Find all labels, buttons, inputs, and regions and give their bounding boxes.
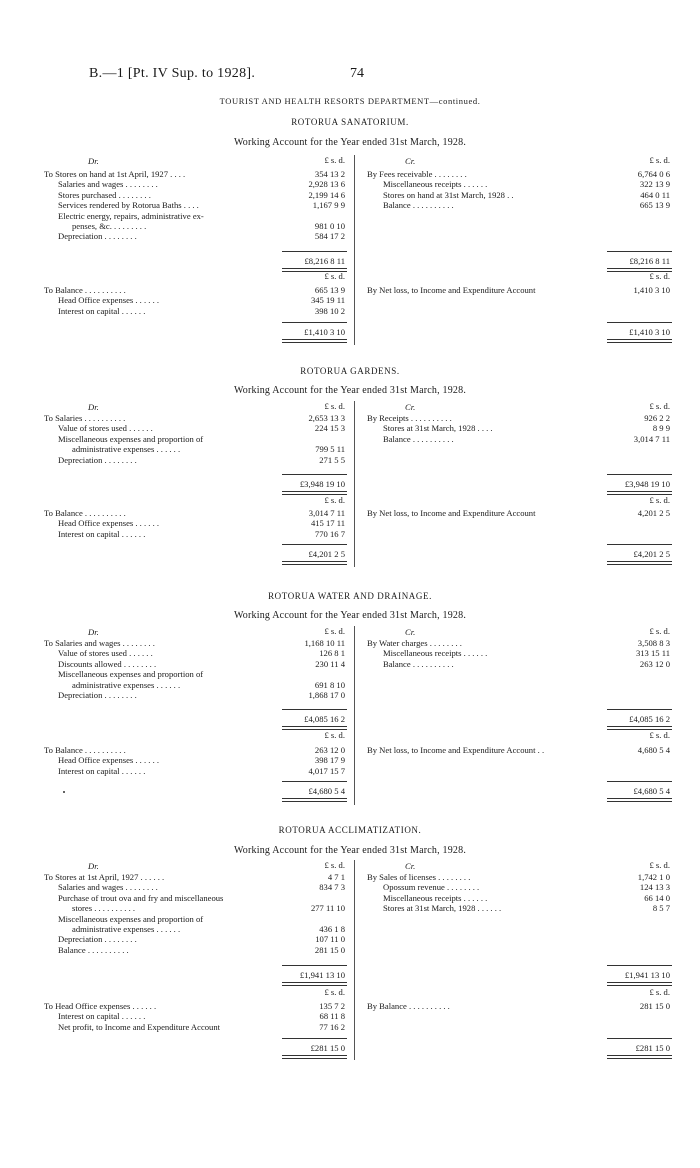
print-mark (63, 791, 65, 793)
total-double-rule (607, 982, 672, 986)
debit-entry-amount: 1,167 9 9 (312, 200, 345, 211)
currency-header-right: £ s. d. (649, 987, 670, 997)
debit-entry-amount: 126 8 1 (319, 648, 345, 659)
credit-entry-text: By Sales of licenses . . . . . . . . (367, 872, 471, 882)
debit-label: Dr. (88, 156, 99, 166)
debit-entry-amount: 2,199 14 6 (308, 189, 345, 200)
debit-entry-amount: 665 13 9 (314, 285, 345, 295)
debit-entry-amount: 1,868 17 0 (308, 690, 345, 700)
credit-entry-amount: 3,508 8 3 (637, 638, 670, 648)
credit-entry-amount: 4,201 2 5 (637, 508, 670, 518)
debit-entry-text: Balance . . . . . . . . . . (58, 944, 129, 955)
total-rule (607, 322, 672, 323)
debit-total: £8,216 8 11 (304, 256, 345, 266)
column-divider (354, 155, 355, 345)
total-double-rule (282, 982, 347, 986)
total-rule (282, 709, 347, 710)
debit-label: Dr. (88, 402, 99, 412)
credit-entry-text: Stores on hand at 31st March, 1928 . . (383, 189, 514, 200)
currency-header-left: £ s. d. (324, 155, 345, 165)
credit-label: Cr. (405, 156, 416, 166)
debit-entry-amount: 4 7 1 (327, 872, 345, 882)
credit-entry-amount: 263 12 0 (639, 658, 670, 669)
currency-header-right: £ s. d. (649, 626, 670, 636)
credit-entry-amount: 313 15 11 (635, 648, 670, 659)
debit-total: £1,941 13 10 (299, 970, 345, 980)
credit-entry-amount: 464 0 11 (640, 189, 670, 200)
debit-entry-text: Depreciation . . . . . . . . (58, 934, 137, 945)
section-title: ROTORUA SANATORIUM. (291, 117, 409, 127)
credit-entry-amount: 124 13 3 (639, 882, 670, 893)
credit-entry-text: By Fees receivable . . . . . . . . (367, 169, 467, 179)
section-title: ROTORUA GARDENS. (300, 366, 400, 376)
debit-entry-text: Interest on capital . . . . . . (58, 528, 146, 539)
debit-entry-text: penses, &c. . . . . . . . . (72, 221, 147, 231)
credit-entry-amount: 322 13 9 (639, 179, 670, 190)
currency-header-right: £ s. d. (649, 495, 670, 505)
section-subtitle: Working Account for the Year ended 31st March, 1928. (233, 610, 467, 621)
debit-entry-text: Value of stores used . . . . . . (58, 423, 153, 434)
debit-entry-text: Miscellaneous expenses and proportion of (58, 913, 204, 924)
debit-label: Dr. (88, 861, 99, 871)
debit-entry-text: To Salaries . . . . . . . . . . (44, 413, 126, 423)
debit-entry-text: To Balance . . . . . . . . . . (44, 285, 126, 295)
debit-entry-text: To Salaries and wages . . . . . . . . (44, 638, 155, 648)
currency-header-right: £ s. d. (649, 730, 670, 740)
credit-entry-text: By Net loss, to Income and Expenditure Account (367, 285, 536, 295)
debit-entry-text: Discounts allowed . . . . . . . . (58, 658, 157, 669)
debit-entry-text: To Head Office expenses . . . . . . (44, 1001, 157, 1011)
total-double-rule (282, 798, 347, 802)
debit-entry-text: Purchase of trout ova and fry and miscellaneous (58, 892, 224, 903)
credit-entry-text: Opossum revenue . . . . . . . . (383, 882, 480, 893)
debit-entry-amount: 281 15 0 (314, 944, 345, 955)
credit-entry-text: Balance . . . . . . . . . . (383, 433, 454, 444)
debit-entry-amount: 3,014 7 11 (308, 508, 345, 518)
debit-entry-text: Electric energy, repairs, administrative ex- (58, 210, 204, 221)
debit-entry-text: Interest on capital . . . . . . (58, 765, 146, 776)
debit-entry-amount: 799 5 11 (315, 444, 345, 455)
debit-subtotal: £1,410 3 10 (304, 327, 345, 337)
currency-header-left: £ s. d. (324, 271, 345, 281)
credit-entry-amount: 8 5 7 (652, 903, 670, 914)
credit-label: Cr. (405, 627, 416, 637)
section-subtitle: Working Account for the Year ended 31st March, 1928. (233, 385, 467, 396)
page-number: 74 (350, 66, 364, 81)
credit-entry-amount: 4,680 5 4 (637, 745, 670, 755)
debit-entry-text: Miscellaneous expenses and proportion of (58, 433, 204, 444)
credit-entry-text: By Balance . . . . . . . . . . (367, 1001, 450, 1011)
credit-subtotal: £4,680 5 4 (633, 786, 670, 796)
credit-total: £3,948 19 10 (624, 479, 670, 489)
debit-entry-amount: 107 11 0 (315, 934, 345, 945)
debit-entry-amount: 398 17 9 (314, 755, 345, 766)
total-rule (607, 709, 672, 710)
column-divider (354, 626, 355, 805)
total-double-rule (282, 1055, 347, 1059)
debit-entry-amount: 230 11 4 (315, 658, 345, 669)
debit-entry-text: administrative expenses . . . . . . (72, 924, 181, 934)
column-divider (354, 401, 355, 567)
section-title: ROTORUA ACCLIMATIZATION. (278, 825, 422, 835)
debit-entry-amount: 398 10 2 (314, 305, 345, 316)
debit-entry-text: administrative expenses . . . . . . (72, 679, 181, 690)
total-rule (607, 544, 672, 545)
total-rule (282, 322, 347, 323)
section-title: ROTORUA WATER AND DRAINAGE. (268, 591, 432, 601)
total-rule (282, 251, 347, 252)
credit-entry-amount: 281 15 0 (639, 1001, 670, 1011)
debit-entry-text: Depreciation . . . . . . . . (58, 454, 137, 465)
debit-entry-text: Value of stores used . . . . . . (58, 648, 153, 659)
debit-entry-amount: 68 11 8 (319, 1011, 345, 1022)
debit-entry-amount: 77 16 2 (319, 1021, 345, 1032)
credit-entry-text: Miscellaneous receipts . . . . . . (383, 179, 488, 190)
debit-entry-text: Depreciation . . . . . . . . (58, 690, 137, 700)
section-subtitle: Working Account for the Year ended 31st March, 1928. (233, 137, 467, 148)
debit-entry-amount: 4,017 15 7 (308, 765, 345, 776)
credit-entry-amount: 665 13 9 (639, 200, 670, 211)
currency-header-left: £ s. d. (324, 987, 345, 997)
currency-header-left: £ s. d. (324, 860, 345, 870)
credit-label: Cr. (405, 861, 416, 871)
debit-entry-text: Services rendered by Rotorua Baths . . . . (58, 200, 199, 211)
total-rule (607, 474, 672, 475)
debit-entry-amount: 2,653 13 3 (308, 413, 345, 423)
credit-entry-text: By Net loss, to Income and Expenditure Account . . (367, 745, 545, 755)
debit-total: £3,948 19 10 (299, 479, 345, 489)
total-rule (282, 781, 347, 782)
debit-entry-text: Interest on capital . . . . . . (58, 1011, 146, 1022)
total-double-rule (282, 339, 347, 343)
total-rule (607, 1038, 672, 1039)
currency-header-right: £ s. d. (649, 401, 670, 411)
total-rule (282, 544, 347, 545)
debit-entry-amount: 2,928 13 6 (308, 179, 345, 190)
total-rule (282, 474, 347, 475)
total-double-rule (607, 1055, 672, 1059)
credit-entry-text: Balance . . . . . . . . . . (383, 200, 454, 211)
total-double-rule (282, 561, 347, 565)
currency-header-right: £ s. d. (649, 860, 670, 870)
debit-entry-amount: 770 16 7 (314, 528, 345, 539)
debit-entry-amount: 277 11 10 (310, 903, 345, 914)
credit-subtotal: £4,201 2 5 (633, 549, 670, 559)
currency-header-right: £ s. d. (649, 271, 670, 281)
currency-header-left: £ s. d. (324, 401, 345, 411)
credit-entry-amount: 3,014 7 11 (633, 433, 670, 444)
credit-entry-text: Stores at 31st March, 1928 . . . . (383, 423, 493, 434)
debit-entry-amount: 584 17 2 (314, 231, 345, 242)
debit-entry-amount: 224 15 3 (314, 423, 345, 434)
debit-entry-amount: 981 0 10 (314, 221, 345, 231)
debit-entry-text: Salaries and wages . . . . . . . . (58, 882, 158, 893)
debit-entry-amount: 1,168 10 11 (304, 638, 345, 648)
credit-entry-amount: 6,764 0 6 (637, 169, 670, 179)
credit-entry-text: By Receipts . . . . . . . . . . (367, 413, 452, 423)
debit-entry-amount: 834 7 3 (319, 882, 345, 893)
debit-entry-text: stores . . . . . . . . . . (72, 903, 136, 914)
debit-label: Dr. (88, 627, 99, 637)
debit-entry-text: Head Office expenses . . . . . . (58, 755, 160, 766)
credit-total: £1,941 13 10 (624, 970, 670, 980)
total-rule (607, 781, 672, 782)
page-header-reference: B.—1 [Pt. IV Sup. to 1928]. (89, 66, 256, 81)
credit-entry-amount: 1,410 3 10 (633, 285, 670, 295)
credit-entry-text: By Water charges . . . . . . . . (367, 638, 462, 648)
credit-entry-amount: 926 2 2 (644, 413, 670, 423)
credit-entry-text: Balance . . . . . . . . . . (383, 658, 454, 669)
credit-total: £4,085 16 2 (629, 714, 670, 724)
debit-entry-text: To Balance . . . . . . . . . . (44, 508, 126, 518)
debit-total: £4,085 16 2 (304, 714, 345, 724)
debit-entry-amount: 263 12 0 (314, 745, 345, 755)
debit-entry-text: administrative expenses . . . . . . (72, 444, 181, 455)
credit-entry-amount: 8 9 9 (652, 423, 670, 434)
debit-entry-text: Head Office expenses . . . . . . (58, 295, 160, 306)
debit-entry-text: Salaries and wages . . . . . . . . (58, 179, 158, 190)
credit-entry-amount: 1,742 1 0 (637, 872, 670, 882)
debit-entry-text: Net profit, to Income and Expenditure Account (58, 1021, 221, 1032)
column-divider (354, 860, 355, 1060)
debit-entry-amount: 415 17 11 (310, 518, 345, 529)
credit-entry-text: Miscellaneous receipts . . . . . . (383, 648, 488, 659)
debit-entry-text: To Stores at 1st April, 1927 . . . . . . (44, 872, 165, 882)
total-rule (282, 1038, 347, 1039)
debit-entry-text: Depreciation . . . . . . . . (58, 231, 137, 242)
currency-header-left: £ s. d. (324, 730, 345, 740)
credit-entry-text: Stores at 31st March, 1928 . . . . . . (383, 903, 502, 914)
debit-entry-amount: 345 19 11 (310, 295, 345, 306)
credit-label: Cr. (405, 402, 416, 412)
credit-subtotal: £281 15 0 (635, 1043, 670, 1053)
credit-total: £8,216 8 11 (629, 256, 670, 266)
debit-subtotal: £281 15 0 (310, 1043, 345, 1053)
section-subtitle: Working Account for the Year ended 31st March, 1928. (233, 845, 467, 856)
total-double-rule (607, 561, 672, 565)
debit-entry-text: To Stores on hand at 1st April, 1927 . . . . (44, 169, 186, 179)
credit-entry-amount: 66 14 0 (644, 892, 670, 903)
currency-header-right: £ s. d. (649, 155, 670, 165)
total-rule (607, 251, 672, 252)
total-rule (607, 965, 672, 966)
total-rule (282, 965, 347, 966)
currency-header-left: £ s. d. (324, 626, 345, 636)
total-double-rule (607, 339, 672, 343)
debit-entry-text: Interest on capital . . . . . . (58, 305, 146, 316)
credit-subtotal: £1,410 3 10 (629, 327, 670, 337)
total-double-rule (607, 798, 672, 802)
debit-entry-amount: 135 7 2 (319, 1001, 345, 1011)
credit-entry-text: By Net loss, to Income and Expenditure Account (367, 508, 536, 518)
credit-entry-text: Miscellaneous receipts . . . . . . (383, 892, 488, 903)
debit-entry-text: Miscellaneous expenses and proportion of (58, 669, 204, 680)
debit-entry-text: To Balance . . . . . . . . . . (44, 745, 126, 755)
department-heading: TOURIST AND HEALTH RESORTS DEPARTMENT—continued. (219, 96, 481, 106)
debit-entry-amount: 691 8 10 (314, 679, 345, 690)
debit-entry-amount: 354 13 2 (314, 169, 345, 179)
debit-subtotal: £4,680 5 4 (308, 786, 345, 796)
debit-entry-amount: 436 1 8 (319, 924, 345, 934)
currency-header-left: £ s. d. (324, 495, 345, 505)
debit-entry-amount: 271 5 5 (319, 454, 345, 465)
debit-entry-text: Stores purchased . . . . . . . . (58, 189, 151, 200)
debit-subtotal: £4,201 2 5 (308, 549, 345, 559)
debit-entry-text: Head Office expenses . . . . . . (58, 518, 160, 529)
